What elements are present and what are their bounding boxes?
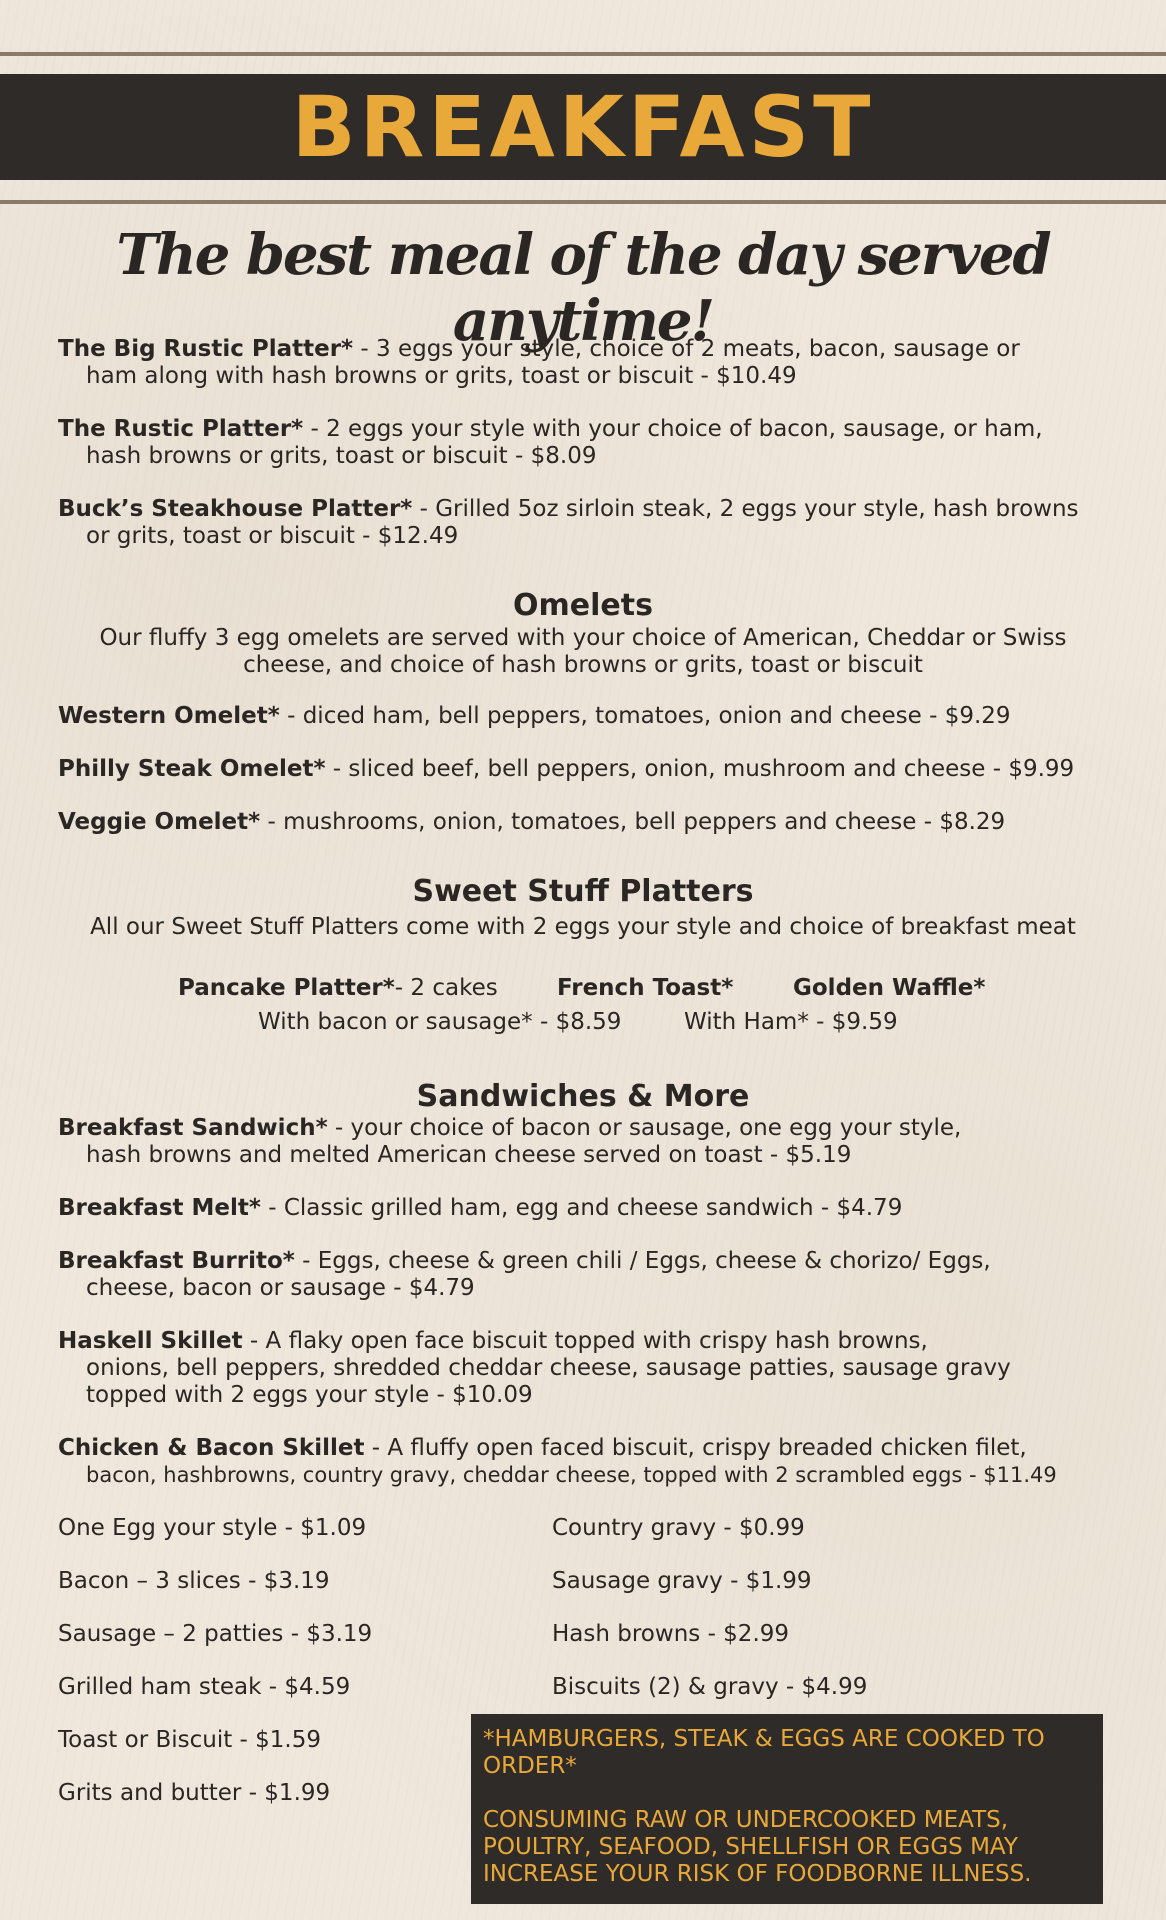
- item-desc-cont: onions, bell peppers, shredded cheddar cheese, sausage patties, sausage gravy: [86, 1355, 1011, 1381]
- side-item: Hash browns - $2.99: [552, 1621, 790, 1647]
- item-desc: - A fluffy open faced biscuit, crispy breaded chicken filet,: [364, 1435, 1027, 1461]
- menu-item-steakhouse-platter: [58, 496, 1118, 550]
- item-desc: - Grilled 5oz sirloin steak, 2 eggs your style, hash browns: [412, 496, 1079, 522]
- side-item: Grilled ham steak - $4.59: [58, 1674, 351, 1700]
- page-title: BREAKFAST: [291, 78, 875, 176]
- sweet-price-bacon-sausage: With bacon or sausage* - $8.59: [258, 1009, 622, 1035]
- menu-item-haskell-skillet: [58, 1328, 1118, 1409]
- item-name: The Rustic Platter*: [58, 416, 304, 442]
- menu-item-breakfast-burrito: [58, 1248, 1118, 1302]
- menu-item-breakfast-sandwich: [58, 1115, 1118, 1169]
- item-desc-cont: cheese, bacon or sausage - $4.79: [86, 1275, 475, 1301]
- item-desc-cont: hash browns or grits, toast or biscuit - $8.09: [86, 443, 597, 469]
- item-desc: - your choice of bacon or sausage, one egg your style,: [327, 1115, 962, 1141]
- item-desc-cont: bacon, hashbrowns, country gravy, cheddar cheese, topped with 2 scrambled eggs - $11.49: [86, 1463, 1057, 1487]
- item-desc: - diced ham, bell peppers, tomatoes, onion and cheese - $9.29: [279, 703, 1011, 729]
- menu-item-breakfast-melt: [58, 1195, 1118, 1222]
- pancake-platter-name: Pancake Platter*: [178, 975, 395, 1001]
- pancake-platter-detail: - 2 cakes: [394, 975, 498, 1001]
- side-item: One Egg your style - $1.09: [58, 1515, 367, 1541]
- menu-item-big-rustic-platter: [58, 336, 1118, 390]
- side-item: Bacon – 3 slices - $3.19: [58, 1568, 330, 1594]
- title-banner: [0, 74, 1166, 180]
- item-name: Breakfast Sandwich*: [58, 1115, 328, 1141]
- side-item: Biscuits (2) & gravy - $4.99: [552, 1674, 868, 1700]
- item-desc: - Classic grilled ham, egg and cheese sandwich - $4.79: [260, 1195, 903, 1221]
- item-desc: - Eggs, cheese & green chili / Eggs, cheese & chorizo/ Eggs,: [294, 1248, 991, 1274]
- french-toast: French Toast*: [557, 975, 734, 1001]
- item-name: Veggie Omelet*: [58, 809, 261, 835]
- omelets-description-line1: Our fluffy 3 egg omelets are served with your choice of American, Cheddar or Swiss: [99, 625, 1067, 651]
- top-rule: [0, 52, 1166, 56]
- sweet-price-ham: With Ham* - $9.59: [684, 1009, 898, 1035]
- item-name: Chicken & Bacon Skillet: [58, 1435, 365, 1461]
- item-desc: - sliced beef, bell peppers, onion, mushroom and cheese - $9.99: [325, 756, 1075, 782]
- item-name: The Big Rustic Platter*: [58, 336, 354, 362]
- sweet-description: All our Sweet Stuff Platters come with 2 eggs your style and choice of breakfast meat: [90, 914, 1076, 940]
- pancake-platter: [178, 975, 498, 1001]
- cooked-to-order-notice: *HAMBURGERS, STEAK & EGGS ARE COOKED TO ORDER*: [483, 1726, 1045, 1779]
- item-desc: - mushrooms, onion, tomatoes, bell peppers and cheese - $8.29: [260, 809, 1006, 835]
- menu-item-veggie-omelet: [58, 809, 1118, 836]
- omelets-description-line2: cheese, and choice of hash browns or grits, toast or biscuit: [243, 652, 923, 678]
- item-name: Breakfast Burrito*: [58, 1248, 295, 1274]
- side-item: Grits and butter - $1.99: [58, 1780, 331, 1806]
- omelets-description: [60, 625, 1106, 679]
- menu-item-rustic-platter: [58, 416, 1118, 470]
- item-desc: - 3 eggs your style, choice of 2 meats, bacon, sausage or: [353, 336, 1020, 362]
- tagline: The best meal of the day served anytime!: [116, 222, 1050, 354]
- section-heading-sandwiches: Sandwiches & More: [416, 1079, 750, 1114]
- item-name: Haskell Skillet: [58, 1328, 243, 1354]
- item-desc-cont: topped with 2 eggs your style - $10.09: [86, 1382, 533, 1408]
- item-desc-cont: or grits, toast or biscuit - $12.49: [86, 523, 459, 549]
- side-item: Country gravy - $0.99: [552, 1515, 805, 1541]
- item-name: Philly Steak Omelet*: [58, 756, 326, 782]
- menu-item-western-omelet: [58, 703, 1118, 730]
- item-desc-cont: ham along with hash browns or grits, toast or biscuit - $10.49: [86, 363, 797, 389]
- side-item: Toast or Biscuit - $1.59: [58, 1727, 322, 1753]
- section-heading-omelets: Omelets: [513, 588, 653, 623]
- food-safety-notice: [471, 1714, 1103, 1904]
- item-desc: - 2 eggs your style with your choice of bacon, sausage, or ham,: [303, 416, 1043, 442]
- menu-item-philly-steak-omelet: [58, 756, 1118, 783]
- consumer-advisory: CONSUMING RAW OR UNDERCOOKED MEATS, POULTRY, SEAFOOD, SHELLFISH OR EGGS MAY INCREASE YOUR RISK OF FOODBORNE ILLNESS.: [483, 1807, 1032, 1887]
- item-desc-cont: hash browns and melted American cheese served on toast - $5.19: [86, 1142, 852, 1168]
- golden-waffle: Golden Waffle*: [793, 975, 986, 1001]
- item-name: Buck’s Steakhouse Platter*: [58, 496, 413, 522]
- item-desc: - A flaky open face biscuit topped with crispy hash browns,: [242, 1328, 928, 1354]
- item-name: Breakfast Melt*: [58, 1195, 261, 1221]
- section-heading-sweet-stuff: Sweet Stuff Platters: [412, 874, 754, 909]
- item-name: Western Omelet*: [58, 703, 280, 729]
- banner-bottom-rule: [0, 200, 1166, 204]
- side-item: Sausage gravy - $1.99: [552, 1568, 812, 1594]
- side-item: Sausage – 2 patties - $3.19: [58, 1621, 373, 1647]
- menu-item-chicken-bacon-skillet: [58, 1435, 1118, 1489]
